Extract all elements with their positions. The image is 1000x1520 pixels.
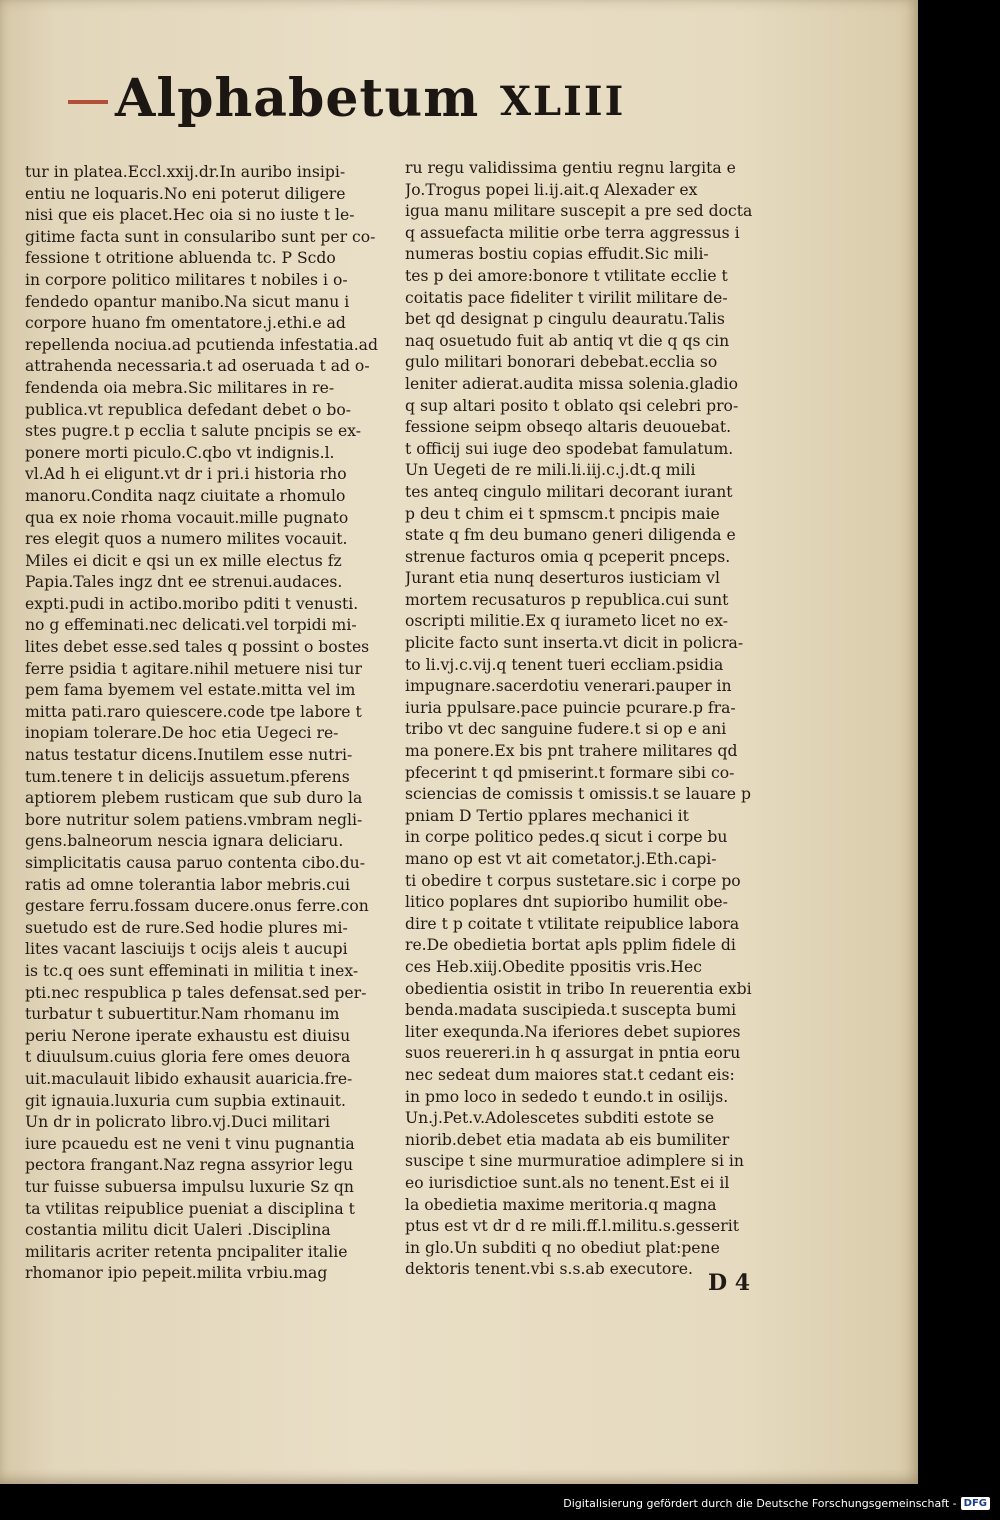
text-line: publica.vt republica defedant debet o bo-: [25, 400, 352, 419]
text-line: corpore huano fm omentatore.j.ethi.e ad: [25, 314, 346, 333]
text-line: lites debet esse.sed tales q possint o bostes: [25, 638, 370, 657]
text-line: nisi que eis placet.Hec oia si no iuste t le-: [25, 206, 355, 225]
text-line: qua ex noie rhoma vocauit.mille pugnato: [25, 508, 349, 527]
text-line: inopiam tolerare.De hoc etia Uegeci re-: [25, 724, 339, 743]
text-line: la obedietia maxime meritoria.q magna: [405, 1195, 717, 1214]
text-line: res elegit quos a numero milites vocauit.: [25, 530, 348, 549]
text-line: obedientia osistit in tribo In reuerentia exbi: [405, 979, 752, 998]
text-line: igua manu militare suscepit a pre sed docta: [405, 202, 753, 221]
text-line: fendedo opantur manibo.Na sicut manu i: [25, 292, 350, 311]
text-line: Papia.Tales ingz dnt ee strenui.audaces.: [25, 573, 343, 592]
text-line: ma ponere.Ex bis pnt trahere militares qd: [405, 742, 738, 761]
text-line: suscipe t sine murmuratioe adimplere si in: [405, 1152, 744, 1171]
text-line: turbatur t subuertitur.Nam rhomanu im: [25, 1005, 340, 1024]
text-line: ti obedire t corpus sustetare.sic i corpe po: [405, 871, 741, 890]
text-line: fessione t otritione abluenda tc. P Scdo: [25, 249, 336, 268]
text-line: is tc.q oes sunt effeminati in militia t inex-: [25, 961, 359, 980]
text-line: ponere morti piculo.C.qbo vt indignis.l.: [25, 443, 335, 462]
right-text-column: [405, 158, 797, 1281]
digitization-footer: [563, 1497, 990, 1510]
text-line: Un.j.Pet.v.Adolescetes subditi estote se: [405, 1109, 715, 1128]
text-line: fessione seipm obseqo altaris deuouebat.: [405, 418, 732, 437]
red-rubric-mark: [68, 100, 108, 104]
text-line: iure pcauedu est ne veni t vinu pugnantia: [25, 1134, 355, 1153]
text-line: naq osuetudo fuit ab antiq vt die q qs cin: [405, 331, 730, 350]
text-line: pem fama byemem vel estate.mitta vel im: [25, 681, 356, 700]
text-line: tum.tenere t in delicijs assuetum.pferens: [25, 767, 350, 786]
text-line: vl.Ad h ei eligunt.vt dr i pri.i historia rho: [25, 465, 347, 484]
text-line: in pmo loco in sededo t eundo.t in osilijs.: [405, 1087, 729, 1106]
text-line: Miles ei dicit e qsi un ex mille electus fz: [25, 551, 342, 570]
text-line: liter exequnda.Na iferiores debet supiores: [405, 1022, 741, 1041]
text-line: pfecerint t qd pmiserint.t formare sibi co-: [405, 763, 735, 782]
text-line: t officij sui iuge deo spodebat famulatum.: [405, 439, 734, 458]
text-line: plicite facto sunt inserta.vt dicit in policra-: [405, 634, 744, 653]
text-line: ta vtilitas reipublice pueniat a disciplina t: [25, 1199, 355, 1218]
text-line: gulo militari bonorari debebat.ecclia so: [405, 353, 718, 372]
dfg-logo-icon: DFG: [961, 1497, 990, 1510]
text-line: ratis ad omne tolerantia labor mebris.cui: [25, 875, 351, 894]
text-line: aptiorem plebem rusticam que sub duro la: [25, 789, 363, 808]
text-line: in glo.Un subditi q no obediut plat:pene: [405, 1238, 720, 1257]
text-line: entiu ne loquaris.No eni poterut diligere: [25, 184, 346, 203]
text-line: suos reuereri.in h q assurgat in pntia eoru: [405, 1044, 741, 1063]
text-line: pti.nec respublica p tales defensat.sed per-: [25, 983, 367, 1002]
text-line: manoru.Condita naqz ciuitate a rhomulo: [25, 486, 346, 505]
text-line: tes p dei amore:bonore t vtilitate ecclie t: [405, 266, 728, 285]
text-line: nec sedeat dum maiores stat.t cedant eis:: [405, 1065, 735, 1084]
text-line: oscripti militie.Ex q iurameto licet no ex-: [405, 612, 728, 631]
text-line: litico poplares dnt supioribo humilit obe-: [405, 893, 728, 912]
left-text-column: [25, 162, 387, 1285]
text-line: mano op est vt ait cometator.j.Eth.capi-: [405, 850, 717, 868]
text-line: Un Uegeti de re mili.li.iij.c.j.dt.q mili: [405, 461, 696, 480]
text-line: gitime facta sunt in consularibo sunt per co-: [25, 227, 376, 246]
running-title: Alphabetum: [115, 68, 480, 129]
text-line: sciencias de comissis t omissis.t se lauare p: [405, 785, 751, 804]
text-line: natus testatur dicens.Inutilem esse nutri-: [25, 746, 353, 765]
text-line: tribo vt dec sanguine fudere.t si op e ani: [405, 720, 727, 739]
text-line: costantia militu dicit Ualeri .Disciplina: [25, 1221, 331, 1240]
text-line: ces Heb.xiij.Obedite ppositis vris.Hec: [405, 957, 702, 976]
text-line: q assuefacta militie orbe terra aggressus i: [405, 223, 740, 242]
text-line: tur in platea.Eccl.xxij.dr.In auribo insipi-: [25, 163, 346, 181]
text-line: mitta pati.raro quiescere.code tpe labore t: [25, 702, 362, 721]
text-line: t diuulsum.cuius gloria fere omes deuora: [25, 1048, 351, 1067]
text-line: attrahenda necessaria.t ad oseruada t ad o-: [25, 357, 370, 376]
text-line: re.De obedietia bortat apls pplim fidele di: [405, 936, 736, 955]
text-line: iuria ppulsare.pace puincie pcurare.p fra-: [405, 698, 736, 717]
text-line: in corpe politico pedes.q sicut i corpe bu: [405, 828, 728, 847]
text-line: Jurant etia nunq deserturos iusticiam vl: [405, 569, 720, 588]
text-line: expti.pudi in actibo.moribo pditi t venusti.: [25, 594, 359, 613]
text-line: lites vacant lasciuijs t ocijs aleis t aucupi: [25, 940, 348, 959]
folio-number: XLIII: [500, 78, 626, 125]
text-line: impugnare.sacerdotiu venerari.pauper in: [405, 677, 732, 696]
text-line: gens.balneorum nescia ignara deliciaru.: [25, 832, 344, 851]
text-line: to li.vj.c.vij.q tenent tueri eccliam.psidia: [405, 655, 724, 674]
text-line: repellenda nociua.ad pcutienda infestatia.ad: [25, 335, 378, 354]
text-line: suetudo est de rure.Sed hodie plures mi-: [25, 918, 348, 937]
text-line: simplicitatis causa paruo contenta cibo.du-: [25, 854, 365, 872]
text-line: coitatis pace fideliter t virilit militare de-: [405, 288, 728, 307]
text-line: mortem recusaturos p republica.cui sunt: [405, 590, 729, 609]
text-line: ferre psidia t agitare.nihil metuere nisi tur: [25, 659, 362, 678]
text-line: stes pugre.t p ecclia t salute pncipis se ex-: [25, 422, 362, 441]
text-line: fendenda oia mebra.Sic militares in re-: [25, 378, 335, 397]
text-line: numeras bostiu copias effudit.Sic mili-: [405, 245, 709, 264]
text-line: periu Nerone iperate exhaustu est diuisu: [25, 1026, 351, 1045]
text-line: strenue facturos omia q pceperit pnceps.: [405, 547, 731, 566]
text-line: bore nutritur solem patiens.vmbram negli-: [25, 810, 363, 829]
footer-credit: Digitalisierung gefördert durch die Deutsche Forschungsgemeinschaft -: [563, 1497, 957, 1510]
text-line: dire t p coitate t vtilitate reipublice labora: [405, 914, 740, 933]
text-line: uit.maculauit libido exhausit auaricia.fre-: [25, 1069, 353, 1088]
text-line: in corpore politico militares t nobiles i o-: [25, 270, 348, 289]
text-line: p deu t chim ei t spmscm.t pncipis maie: [405, 504, 720, 523]
text-line: leniter adierat.audita missa solenia.gladio: [405, 374, 738, 393]
signature-mark: D 4: [708, 1270, 751, 1296]
text-line: git ignauia.luxuria cum supbia extinauit.: [25, 1091, 346, 1110]
text-line: ru regu validissima gentiu regnu largita e: [405, 159, 736, 177]
text-line: bet qd designat p cingulu deauratu.Talis: [405, 310, 725, 329]
text-line: tur fuisse subuersa impulsu luxurie Sz qn: [25, 1177, 354, 1196]
text-line: niorib.debet etia madata ab eis bumiliter: [405, 1130, 730, 1149]
text-line: dektoris tenent.vbi s.s.ab executore.: [405, 1260, 693, 1279]
text-line: benda.madata suscipieda.t suscepta bumi: [405, 1001, 737, 1020]
text-line: militaris acriter retenta pncipaliter italie: [25, 1242, 348, 1261]
text-line: Un dr in policrato libro.vj.Duci militari: [25, 1113, 331, 1132]
text-line: tes anteq cingulo militari decorant iurant: [405, 482, 733, 501]
text-line: no g effeminati.nec delicati.vel torpidi mi-: [25, 616, 357, 635]
text-line: rhomanor ipio pepeit.milita vrbiu.mag: [25, 1264, 328, 1283]
text-line: ptus est vt dr d re mili.ff.l.militu.s.gesserit: [405, 1217, 739, 1236]
text-line: eo iurisdictioe sunt.als no tenent.Est ei il: [405, 1173, 730, 1192]
text-line: gestare ferru.fossam ducere.onus ferre.con: [25, 897, 369, 916]
text-line: pniam D Tertio pplares mechanici it: [405, 806, 689, 825]
text-line: pectora frangant.Naz regna assyrior legu: [25, 1156, 354, 1175]
text-line: state q fm deu bumano generi diligenda e: [405, 526, 736, 545]
text-line: Jo.Trogus popei li.ij.ait.q Alexader ex: [405, 180, 698, 199]
text-line: q sup altari posito t oblato qsi celebri pro-: [405, 396, 739, 415]
